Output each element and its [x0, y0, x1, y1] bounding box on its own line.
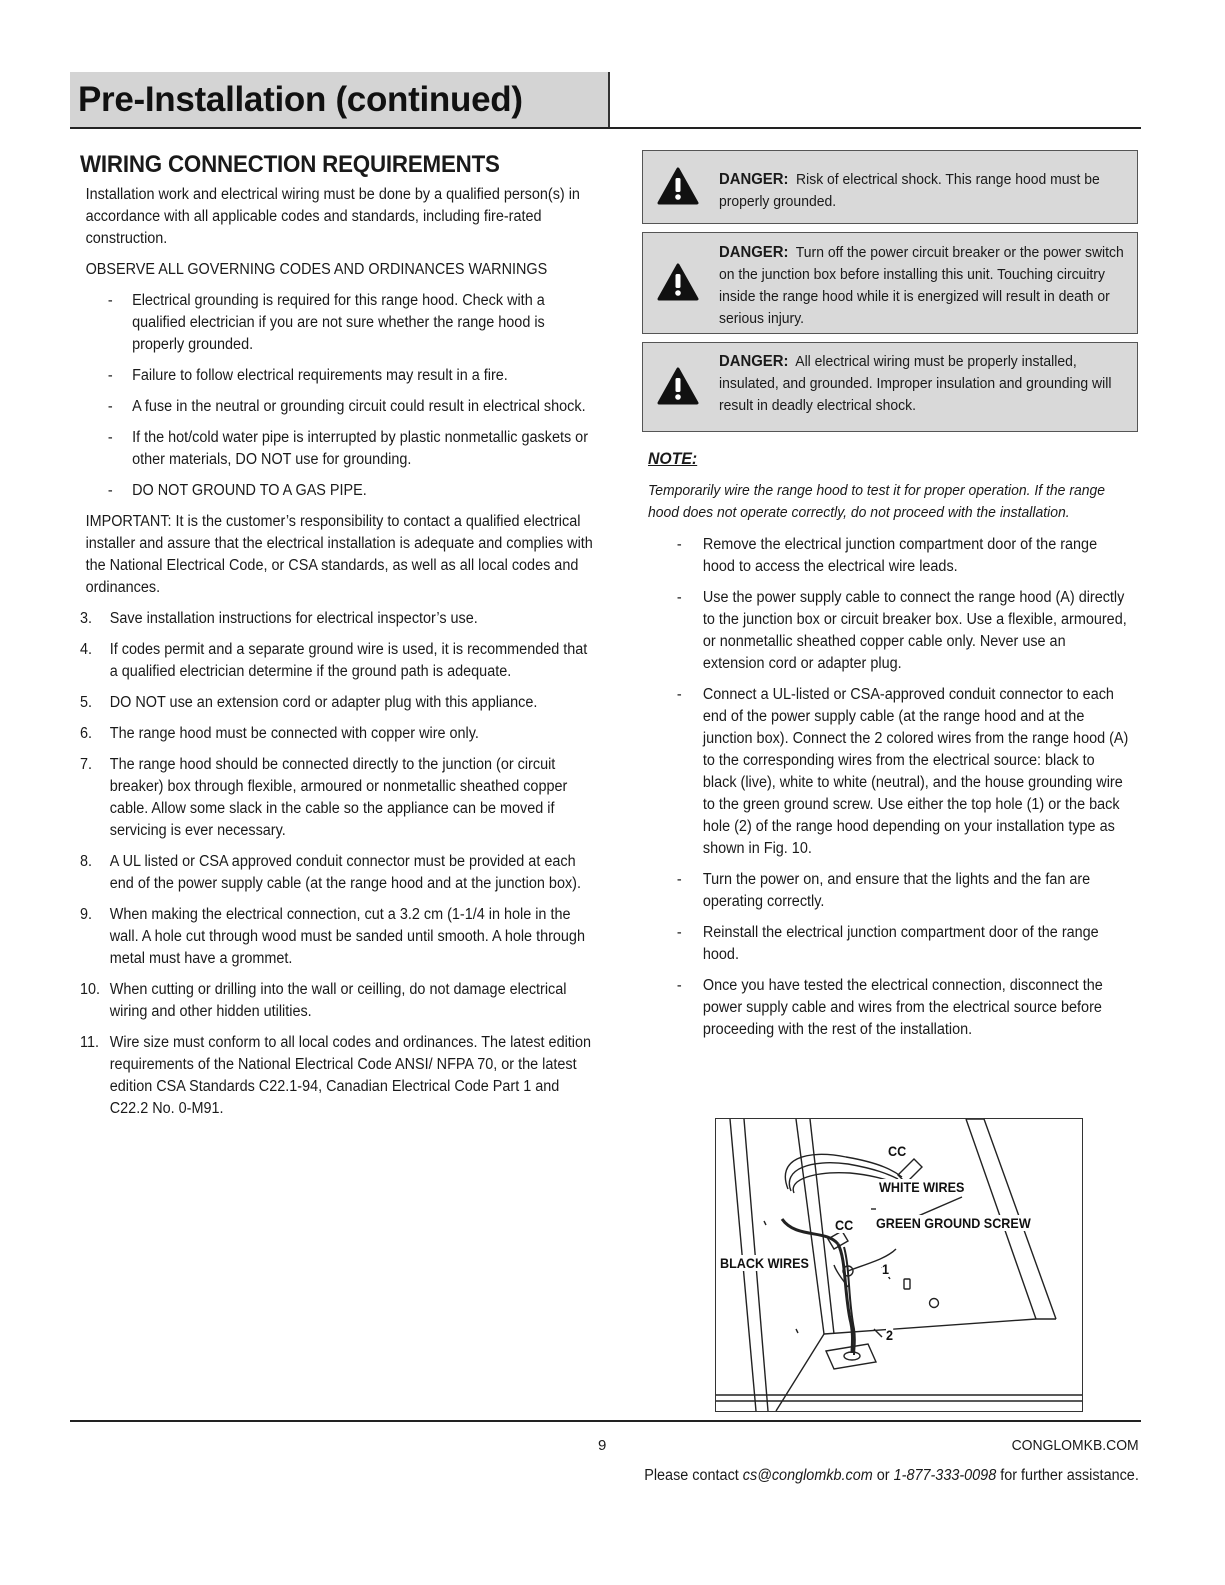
warning-triangle-icon — [657, 367, 699, 405]
list-item — [80, 427, 593, 471]
danger-label: DANGER: — [719, 353, 789, 370]
list-item — [80, 723, 593, 745]
intro-paragraph: Installation work and electrical wiring must be done by a qualified person(s) in accordance with all applicable codes and standards, including fire-rated construction. — [85, 186, 580, 247]
danger-text: Turn off the power circuit breaker or the power switch on the junction box before installing this unit. Touching circuitry inside the range hood while it is energized will result in death or serious injury. — [719, 244, 1124, 327]
footer-website: CONGLOMKB.COM — [1011, 1437, 1139, 1454]
cc-label-middle: CC — [835, 1217, 854, 1233]
list-item — [80, 754, 593, 842]
white-wires-label: WHITE WIRES — [879, 1179, 965, 1195]
item-number: 3. — [80, 610, 93, 627]
list-item — [80, 480, 593, 502]
list-item — [648, 587, 1130, 675]
right-column — [648, 446, 1130, 1050]
danger-box-wiring — [642, 342, 1138, 432]
list-item-text: A UL listed or CSA approved conduit connector must be provided at each end of the power supply cable (at the range hood and at the junction box). — [109, 853, 581, 892]
list-item — [648, 534, 1130, 578]
important-paragraph: IMPORTANT: It is the customer’s responsibility to contact a qualified electrical installer and assure that the electrical installation is adequate and complies with the National Electrical Code, or CSA standards, as well as all local codes and ordinances. — [85, 513, 593, 596]
hole-2-label: 2 — [886, 1327, 894, 1343]
list-item — [80, 904, 593, 970]
dash-bullet: - — [676, 536, 682, 553]
section-title: WIRING CONNECTION REQUIREMENTS — [80, 151, 500, 178]
item-number: 9. — [80, 906, 93, 923]
list-item — [80, 290, 593, 356]
contact-email-link[interactable]: cs@conglomkb.com — [742, 1467, 873, 1484]
item-number: 6. — [80, 725, 93, 742]
list-item-text: DO NOT use an extension cord or adapter plug with this appliance. — [109, 694, 538, 711]
list-item-text: Turn the power on, and ensure that the lights and the fan are operating correctly. — [702, 871, 1091, 910]
list-item-text: A fuse in the neutral or grounding circuit could result in electrical shock. — [132, 398, 586, 415]
black-wires-label: BLACK WIRES — [720, 1255, 809, 1271]
numbered-list — [80, 608, 593, 1120]
dash-bullet: - — [107, 482, 113, 499]
list-item — [80, 851, 593, 895]
list-item — [648, 922, 1130, 966]
dash-bullet: - — [107, 398, 113, 415]
dash-bullet: - — [676, 871, 682, 888]
dash-bullet: - — [107, 292, 113, 309]
list-item — [648, 975, 1130, 1041]
list-item-text: The range hood must be connected with copper wire only. — [109, 725, 479, 742]
list-item-text: Save installation instructions for electrical inspector’s use. — [109, 610, 478, 627]
dash-bullet: - — [676, 924, 682, 941]
danger-label: DANGER: — [719, 171, 789, 188]
left-column — [80, 148, 593, 1129]
list-item — [648, 684, 1130, 860]
list-item-text: Failure to follow electrical requirements may result in a fire. — [132, 367, 508, 384]
note-title: NOTE: — [648, 449, 698, 468]
list-item — [648, 869, 1130, 913]
danger-box-power-off — [642, 232, 1138, 334]
list-item — [80, 608, 593, 630]
page-number: 9 — [598, 1437, 607, 1454]
list-item — [80, 639, 593, 683]
list-item-text: If the hot/cold water pipe is interrupted by plastic nonmetallic gaskets or other materials, DO NOT use for grounding. — [132, 429, 588, 468]
cc-label-top: CC — [888, 1143, 907, 1159]
hole-1-label: 1 — [882, 1261, 890, 1277]
list-item-text: Wire size must conform to all local codes and ordinances. The latest edition requirements of the National Electrical Code ANSI/ NFPA 70, or the latest edition CSA Standards C22.1-94, Canadian Electrical Code Part 1 and C22.2 No. 0-M91. — [109, 1034, 592, 1117]
warning-triangle-icon — [657, 263, 699, 301]
list-item — [80, 692, 593, 714]
page-title: Pre-Installation (continued) — [78, 80, 523, 119]
dash-bullet: - — [676, 589, 682, 606]
list-item — [80, 365, 593, 387]
wiring-diagram — [715, 1118, 1083, 1412]
danger-box-grounding — [642, 150, 1138, 224]
danger-message — [719, 169, 1139, 213]
list-item-text: When making the electrical connection, cut a 3.2 cm (1-1/4 in hole in the wall. A hole cut through wood must be sanded until smooth. A hole through metal must have a grommet. — [109, 906, 585, 967]
observe-heading: OBSERVE ALL GOVERNING CODES AND ORDINANCES WARNINGS — [85, 261, 548, 278]
list-item-text: The range hood should be connected directly to the junction (or circuit breaker) box through flexible, armoured or nonmetallic sheathed copper cable. Allow some slack in the cable so the appliance can be moved if servicing is ever necessary. — [109, 756, 568, 839]
danger-message — [719, 351, 1139, 417]
list-item — [80, 979, 593, 1023]
green-ground-screw-label: GREEN GROUND SCREW — [876, 1215, 1031, 1231]
item-number: 4. — [80, 641, 93, 658]
list-item-text: Once you have tested the electrical connection, disconnect the power supply cable and wires from the electrical source before proceeding with the rest of the installation. — [702, 977, 1103, 1038]
dash-bullet: - — [676, 686, 682, 703]
footer-contact — [644, 1467, 1139, 1485]
note-body: Temporarily wire the range hood to test it for proper operation. If the range hood does not operate correctly, do not proceed with the installation. — [648, 482, 1105, 521]
list-item-text: Use the power supply cable to connect the range hood (A) directly to the junction box or circuit breaker box. Use a flexible, armoured, or nonmetallic sheathed copper cable only. Never use an extension cord or adapter plug. — [702, 589, 1127, 672]
header-divider — [70, 127, 1141, 129]
warning-triangle-icon — [657, 167, 699, 205]
contact-prefix: Please contact — [644, 1467, 743, 1484]
warning-list — [80, 290, 593, 502]
contact-phone-link[interactable]: 1-877-333-0098 — [893, 1467, 997, 1484]
list-item-text: When cutting or drilling into the wall or ceilling, do not damage electrical wiring and other hidden utilities. — [109, 981, 567, 1020]
list-item-text: DO NOT GROUND TO A GAS PIPE. — [132, 482, 367, 499]
contact-or: or — [872, 1467, 894, 1484]
list-item-text: Remove the electrical junction compartment door of the range hood to access the electrical wire leads. — [702, 536, 1098, 575]
dash-bullet: - — [107, 367, 113, 384]
dash-bullet: - — [676, 977, 682, 994]
danger-message — [719, 242, 1139, 330]
list-item — [80, 396, 593, 418]
footer-divider — [70, 1420, 1141, 1422]
danger-text: Risk of electrical shock. This range hood must be properly grounded. — [719, 171, 1100, 210]
item-number: 7. — [80, 756, 93, 773]
list-item-text: Electrical grounding is required for this range hood. Check with a qualified electrician if you are not sure whether the range hood is properly grounded. — [132, 292, 545, 353]
list-item-text: If codes permit and a separate ground wire is used, it is recommended that a qualified electrician determine if the ground path is adequate. — [109, 641, 588, 680]
dash-bullet: - — [107, 429, 113, 446]
item-number: 5. — [80, 694, 93, 711]
list-item — [80, 1032, 593, 1120]
danger-text: All electrical wiring must be properly installed, insulated, and grounded. Improper insulation and grounding will result in deadly electrical shock. — [719, 353, 1112, 414]
test-steps-list — [648, 534, 1130, 1041]
list-item-text: Reinstall the electrical junction compartment door of the range hood. — [702, 924, 1099, 963]
contact-suffix: for further assistance. — [996, 1467, 1139, 1484]
item-number: 8. — [80, 853, 93, 870]
item-number: 11. — [80, 1034, 99, 1051]
item-number: 10. — [80, 981, 101, 998]
danger-label: DANGER: — [719, 244, 789, 261]
list-item-text: Connect a UL-listed or CSA-approved conduit connector to each end of the power supply cable (at the range hood and at the junction box). Connect the 2 colored wires from the range hood (A) to the corresponding wires from the electrical source: black to black (live), white to white (neutral), and the house grounding wire to the green ground screw. Use either the top hole (1) or the back hole (2) of the range hood depending on your installation type as shown in Fig. 10. — [702, 686, 1129, 857]
